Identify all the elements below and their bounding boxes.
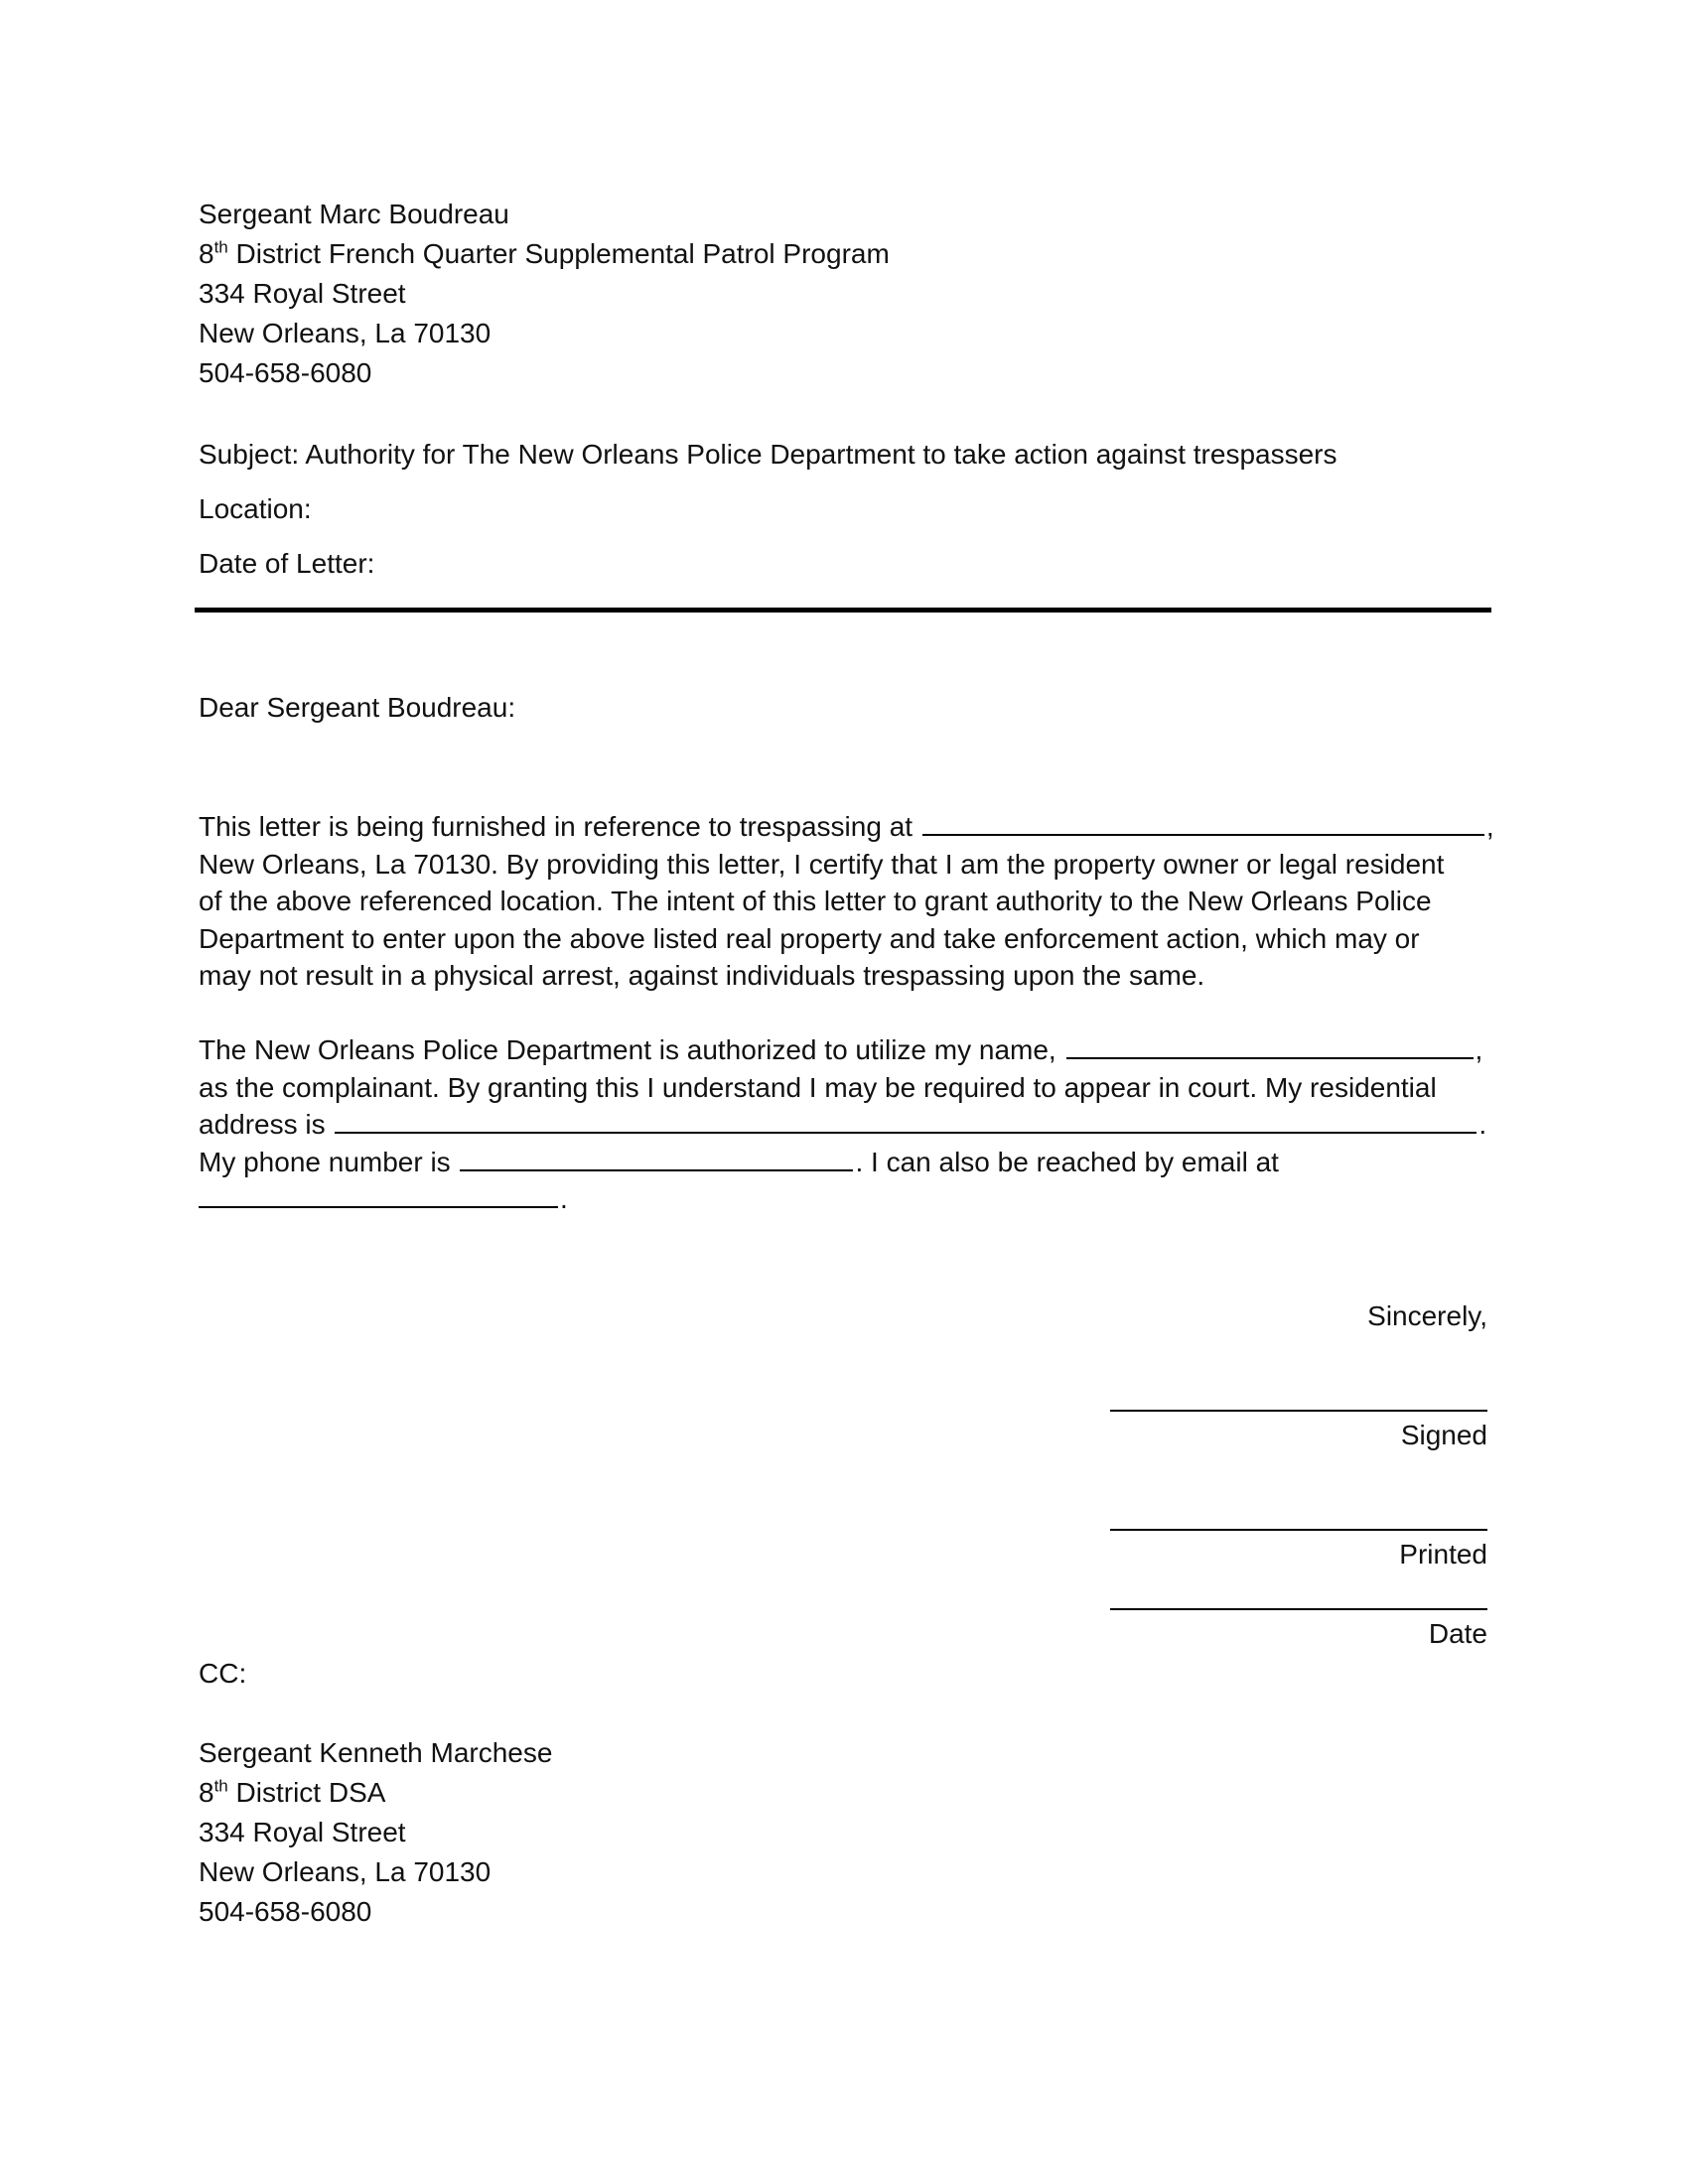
location-label: Location: (199, 493, 312, 524)
paragraph-1-line-4: Department to enter upon the above listed real property and take enforcement action, which may or (199, 922, 1420, 954)
phone-number-blank[interactable] (460, 1144, 853, 1171)
paragraph-1-line-1-text: This letter is being furnished in reference to trespassing at (199, 811, 914, 842)
paragraph-2-line-4-text: My phone number is (199, 1146, 451, 1177)
date-of-letter-label: Date of Letter: (199, 548, 375, 579)
paragraph-1-line-1 (199, 808, 1499, 846)
paragraph-2-line-1 (199, 1031, 1499, 1069)
paragraph-2-line-3-end: . (1478, 1109, 1487, 1140)
cc-street: 334 Royal Street (199, 1817, 406, 1847)
paragraph-2-line-1-text: The New Orleans Police Department is authorized to utilize my name, (199, 1034, 1056, 1065)
cc-phone: 504-658-6080 (199, 1896, 372, 1927)
cc-district-number: 8 (199, 1777, 214, 1808)
cc-label: CC: (199, 1658, 247, 1689)
subject-line: Subject: Authority for The New Orleans Police Department to take action against trespassers (199, 439, 1337, 470)
cc-district-suffix: th (213, 1776, 228, 1796)
signature-line[interactable] (1110, 1410, 1487, 1412)
trespass-location-blank[interactable] (922, 808, 1484, 836)
paragraph-2-line-3 (199, 1106, 1499, 1144)
paragraph-1-line-1-end: , (1485, 811, 1494, 842)
paragraph-2-line-1-end: , (1475, 1034, 1483, 1065)
paragraph-2-line-5 (199, 1180, 1499, 1218)
cc-address-block (199, 1733, 552, 1932)
paragraph-1 (199, 808, 1499, 995)
sincerely-text: Sincerely, (1367, 1300, 1487, 1331)
header-divider (195, 608, 1491, 613)
sender-address-block (199, 195, 890, 393)
sender-street: 334 Royal Street (199, 278, 406, 309)
cc-district-rest: District DSA (227, 1777, 386, 1808)
sender-name: Sergeant Marc Boudreau (199, 199, 509, 229)
signed-label: Signed (1400, 1420, 1487, 1450)
paragraph-1-line-2: New Orleans, La 70130. By providing this letter, I certify that I am the property owner or legal resident (199, 848, 1445, 880)
cc-district (199, 1773, 552, 1813)
paragraph-2-line-4 (199, 1144, 1499, 1181)
paragraph-2-line-4-mid: . I can also be reached by email at (855, 1146, 1279, 1177)
sender-district-suffix: th (213, 237, 228, 257)
sender-district (199, 234, 890, 274)
paragraph-2 (199, 1031, 1499, 1218)
sender-city: New Orleans, La 70130 (199, 318, 492, 348)
sender-district-number: 8 (199, 238, 214, 269)
paragraph-1-line-5: may not result in a physical arrest, against individuals trespassing upon the same. (199, 960, 1205, 991)
complainant-name-blank[interactable] (1066, 1031, 1474, 1059)
cc-city: New Orleans, La 70130 (199, 1856, 492, 1887)
paragraph-2-line-5-end: . (560, 1183, 568, 1214)
date-line[interactable] (1110, 1608, 1487, 1610)
cc-name: Sergeant Kenneth Marchese (199, 1737, 553, 1768)
date-label: Date (1428, 1618, 1487, 1649)
paragraph-2-line-3-text: address is (199, 1109, 326, 1140)
sender-phone: 504-658-6080 (199, 357, 372, 388)
residential-address-blank[interactable] (335, 1106, 1477, 1134)
paragraph-1-line-3: of the above referenced location. The intent of this letter to grant authority to the New Orleans Police (199, 886, 1432, 916)
printed-label: Printed (1399, 1539, 1487, 1570)
email-blank[interactable] (199, 1180, 558, 1208)
sender-district-rest: District French Quarter Supplemental Patrol Program (227, 238, 890, 269)
printed-name-line[interactable] (1110, 1529, 1487, 1531)
salutation: Dear Sergeant Boudreau: (199, 692, 516, 723)
paragraph-2-line-2: as the complainant. By granting this I understand I may be required to appear in court. My residential (199, 1071, 1437, 1103)
